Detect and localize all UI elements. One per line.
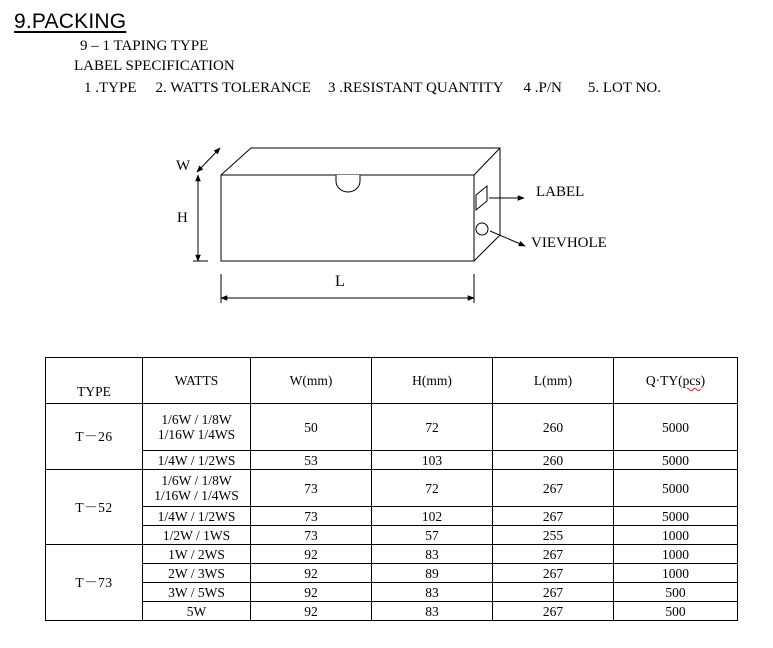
qty-cell: 500 [614,583,738,602]
watts-cell: 1/4W / 1/2WS [143,451,251,470]
qty-cell: 5000 [614,470,738,507]
label-callout: LABEL [536,184,585,200]
qty-cell: 1000 [614,545,738,564]
h-cell: 83 [372,583,493,602]
viewhole-callout: VIEVHOLE [531,235,607,251]
watts-cell: 1/6W / 1/8W 1/16W 1/4WS [143,404,251,451]
watts-cell: 1W / 2WS [143,545,251,564]
w-cell: 92 [251,545,372,564]
col-header-qty: Q·TY(pcs) [614,358,738,404]
w-cell: 53 [251,451,372,470]
label-item: 5. LOT NO. [587,80,661,96]
l-cell: 267 [493,602,614,621]
l-cell: 267 [493,507,614,526]
w-cell: 92 [251,583,372,602]
watts-cell: 1/4W / 1/2WS [143,507,251,526]
type-cell: T－26 [46,404,143,470]
label-patch [476,186,487,210]
qty-cell: 1000 [614,564,738,583]
qty-cell: 5000 [614,507,738,526]
h-cell: 72 [372,470,493,507]
table-row [46,507,738,526]
label-item: 4 .P/N [523,80,562,96]
watts-cell: 3W / 5WS [143,583,251,602]
l-cell: 255 [493,526,614,545]
table-row [46,583,738,602]
label-item: 1 .TYPE [84,80,137,96]
h-label: H [177,210,188,226]
viewhole-circle [476,223,488,235]
h-cell: 83 [372,545,493,564]
qty-cell: 500 [614,602,738,621]
table-row [46,470,738,507]
l-cell: 267 [493,583,614,602]
qty-cell: 1000 [614,526,738,545]
label-item: 2. WATTS TOLERANCE [155,80,311,96]
l-cell: 260 [493,451,614,470]
l-cell: 267 [493,470,614,507]
viewhole-arrow [490,231,525,246]
w-dimension-arrow [197,148,220,172]
w-cell: 73 [251,507,372,526]
type-cell: T－52 [46,470,143,545]
label-item: 3 .RESISTANT QUANTITY [327,80,504,96]
h-cell: 57 [372,526,493,545]
h-cell: 102 [372,507,493,526]
w-cell: 50 [251,404,372,451]
box-outline [221,148,500,261]
h-cell: 83 [372,602,493,621]
watts-cell: 5W [143,602,251,621]
col-header-watts: WATTS [143,358,251,404]
w-cell: 92 [251,564,372,583]
table-row [46,451,738,470]
type-cell: T－73 [46,545,143,621]
table-row [46,526,738,545]
w-label: W [176,158,191,174]
table-header-row [46,358,738,404]
l-cell: 267 [493,564,614,583]
h-cell: 103 [372,451,493,470]
table-row [46,404,738,451]
watts-cell: 2W / 3WS [143,564,251,583]
table-row [46,602,738,621]
qty-cell: 5000 [614,404,738,451]
box-notch [336,175,360,192]
watts-cell: 1/6W / 1/8W 1/16W / 1/4WS [143,470,251,507]
w-cell: 92 [251,602,372,621]
table-row [46,545,738,564]
l-cell: 260 [493,404,614,451]
qty-cell: 5000 [614,451,738,470]
w-cell: 73 [251,470,372,507]
h-cell: 72 [372,404,493,451]
table-row [46,564,738,583]
l-cell: 267 [493,545,614,564]
packing-table [45,357,738,621]
col-header-type: TYPE [46,358,143,404]
l-label: L [335,273,345,290]
col-header-h: H(mm) [372,358,493,404]
col-header-w: W(mm) [251,358,372,404]
section-title: 9.PACKING [14,10,127,33]
w-cell: 73 [251,526,372,545]
col-header-l: L(mm) [493,358,614,404]
label-spec-heading: LABEL SPECIFICATION [74,58,235,74]
watts-cell: 1/2W / 1WS [143,526,251,545]
subtitle: 9 – 1 TAPING TYPE [80,38,209,54]
h-cell: 89 [372,564,493,583]
